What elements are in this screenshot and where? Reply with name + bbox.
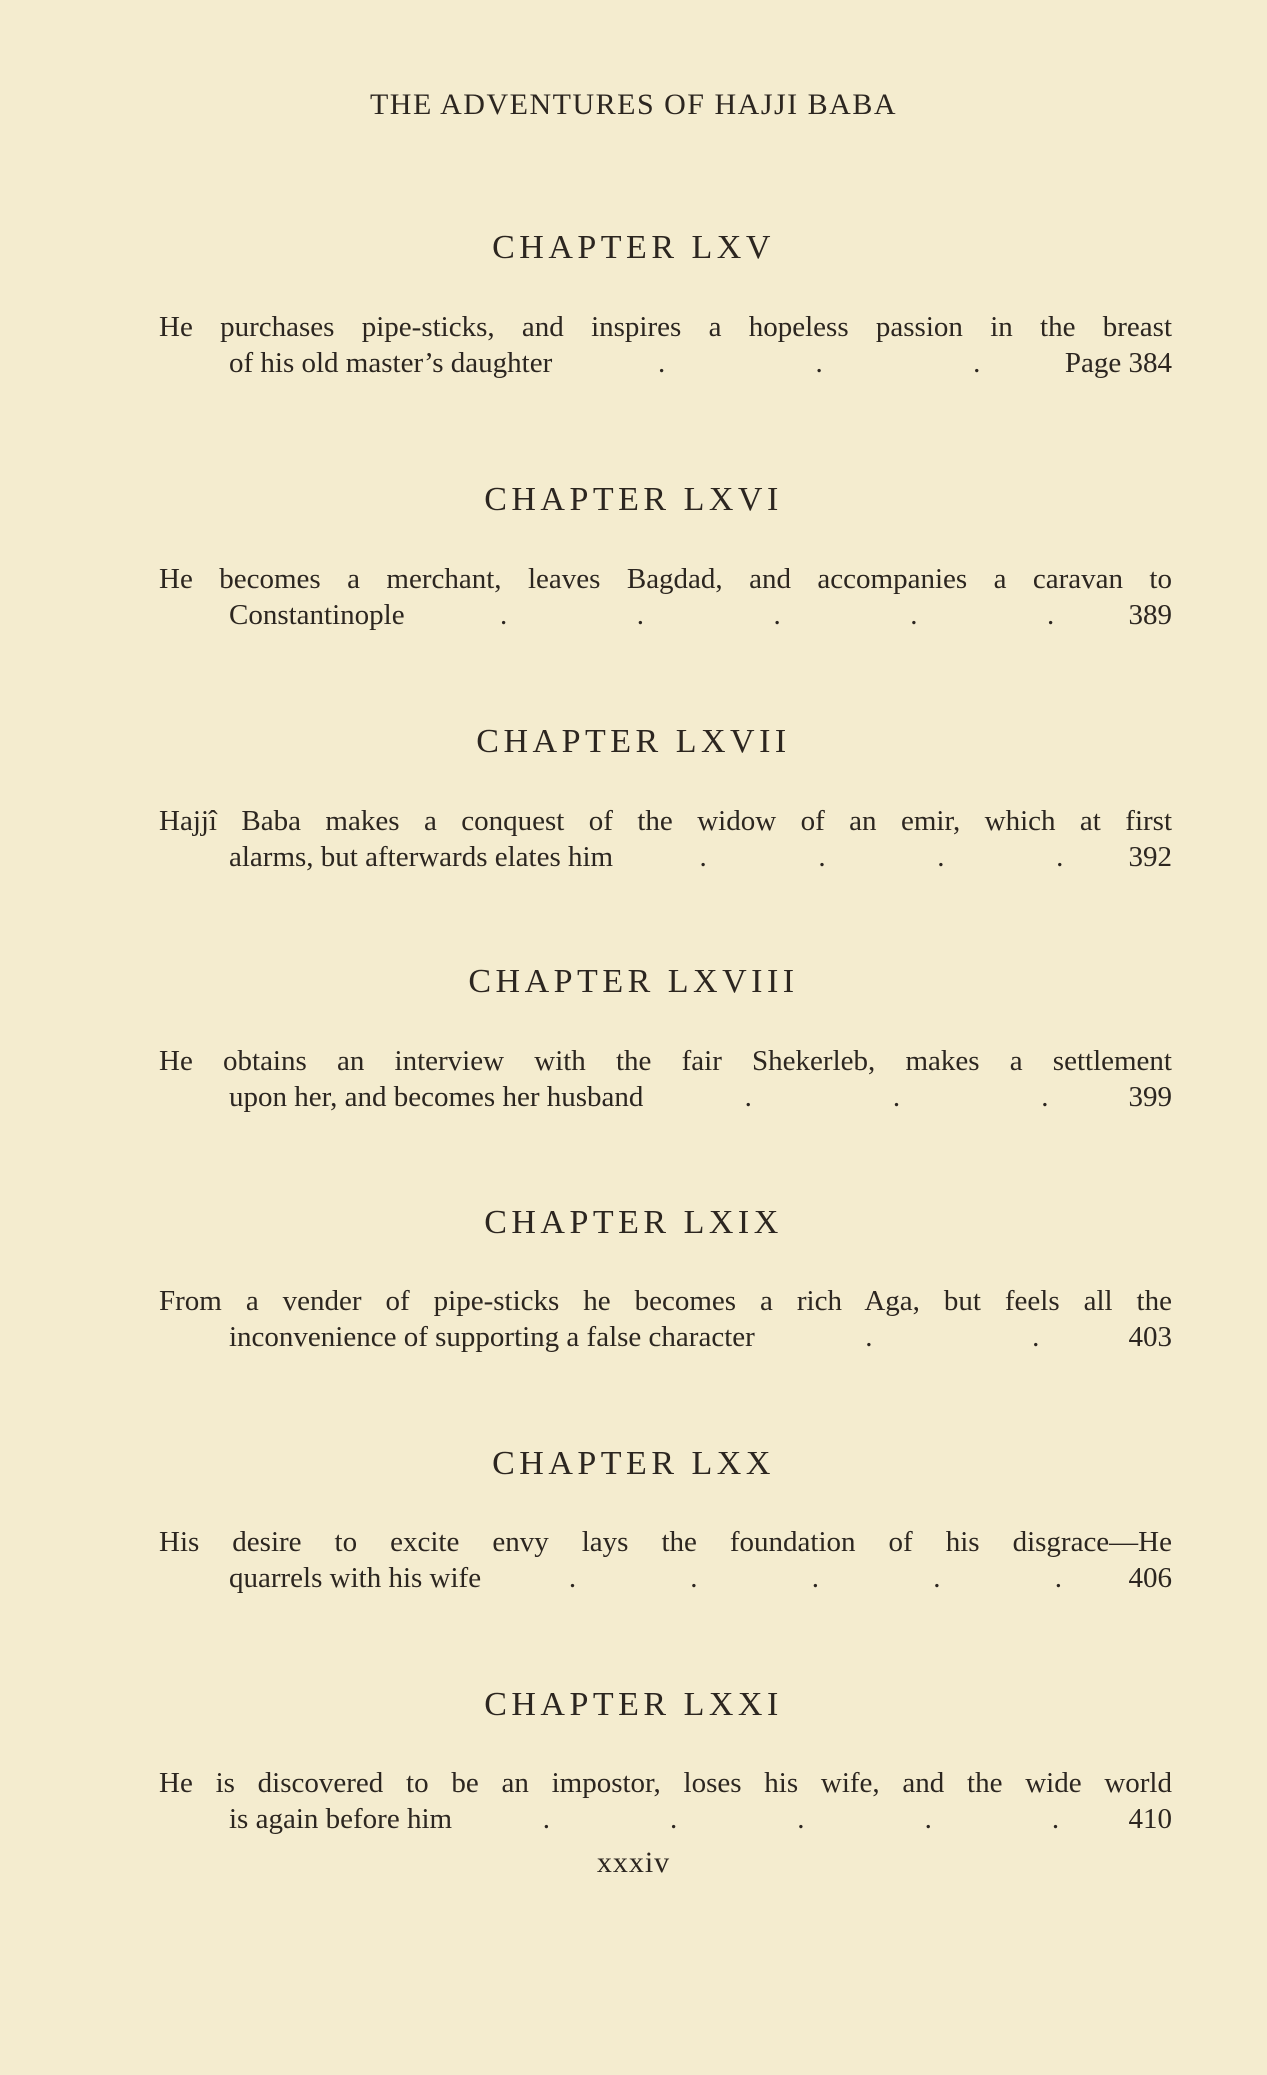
summary-line: upon her, and becomes her husband bbox=[229, 1081, 644, 1113]
summary-line: alarms, but afterwards elates him bbox=[229, 841, 614, 873]
summary-line: Hajjî Baba makes a conquest of the widow of an emir, which at first bbox=[159, 805, 1172, 837]
summary-line: quarrels with his wife bbox=[229, 1562, 482, 1594]
summary-line: His desire to excite envy lays the foundation of his disgrace—He bbox=[159, 1526, 1172, 1558]
dot-leaders: . . . . bbox=[699, 841, 1064, 873]
chapter-summary bbox=[159, 1765, 1172, 1837]
page-number: 406 bbox=[1128, 1562, 1172, 1594]
dot-leaders: . . . bbox=[658, 347, 981, 379]
dot-leaders: . . . . . bbox=[499, 599, 1055, 631]
summary-line: Constantinople bbox=[229, 599, 405, 631]
chapter-summary bbox=[159, 561, 1172, 633]
summary-line-with-page bbox=[159, 1560, 1172, 1596]
dot-leaders: . . bbox=[865, 1321, 1040, 1353]
summary-line: He purchases pipe-sticks, and inspires a hopeless passion in the breast bbox=[159, 311, 1172, 343]
summary-line: inconvenience of supporting a false character bbox=[229, 1321, 755, 1353]
summary-line: He becomes a merchant, leaves Bagdad, and accompanies a caravan to bbox=[159, 563, 1172, 595]
summary-line: He obtains an interview with the fair Shekerleb, makes a settlement bbox=[159, 1045, 1172, 1077]
page-number: Page 384 bbox=[1064, 347, 1172, 379]
summary-line-with-page bbox=[159, 1319, 1172, 1355]
dot-leaders: . . . . . bbox=[568, 1562, 1062, 1594]
summary-line: He is discovered to be an impostor, loses his wife, and the wide world bbox=[159, 1767, 1172, 1799]
page-number: 399 bbox=[1128, 1081, 1172, 1113]
summary-line: is again before him bbox=[229, 1803, 453, 1835]
chapter-summary bbox=[159, 1524, 1172, 1596]
page-number: 410 bbox=[1128, 1803, 1172, 1835]
chapter-summary bbox=[159, 309, 1172, 381]
chapter-summary bbox=[159, 1043, 1172, 1115]
chapter-heading: CHAPTER LXVIII bbox=[468, 963, 799, 1000]
dot-leaders: . . . . . bbox=[542, 1803, 1060, 1835]
chapter-heading: CHAPTER LXXI bbox=[484, 1686, 783, 1723]
summary-line-with-page bbox=[159, 839, 1172, 875]
summary-line: of his old master’s daughter bbox=[229, 347, 553, 379]
summary-line-with-page bbox=[159, 597, 1172, 633]
chapter-heading: CHAPTER LXVI bbox=[484, 481, 783, 518]
page-number: 392 bbox=[1128, 841, 1172, 873]
chapter-heading: CHAPTER LXV bbox=[492, 229, 775, 266]
page-number: 389 bbox=[1128, 599, 1172, 631]
page-folio: xxxiv bbox=[596, 1846, 671, 1879]
page-number: 403 bbox=[1128, 1321, 1172, 1353]
chapter-summary bbox=[159, 1283, 1172, 1355]
summary-line-with-page bbox=[159, 1079, 1172, 1115]
chapter-summary bbox=[159, 803, 1172, 875]
summary-line: From a vender of pipe-sticks he becomes a rich Aga, but feels all the bbox=[159, 1285, 1172, 1317]
summary-line-with-page bbox=[159, 345, 1172, 381]
running-head: THE ADVENTURES OF HAJJI BABA bbox=[369, 88, 898, 121]
chapter-heading: CHAPTER LXX bbox=[492, 1445, 775, 1482]
dot-leaders: . . . bbox=[744, 1081, 1049, 1113]
chapter-heading: CHAPTER LXIX bbox=[484, 1204, 783, 1241]
summary-line-with-page bbox=[159, 1801, 1172, 1837]
chapter-heading: CHAPTER LXVII bbox=[476, 723, 791, 760]
